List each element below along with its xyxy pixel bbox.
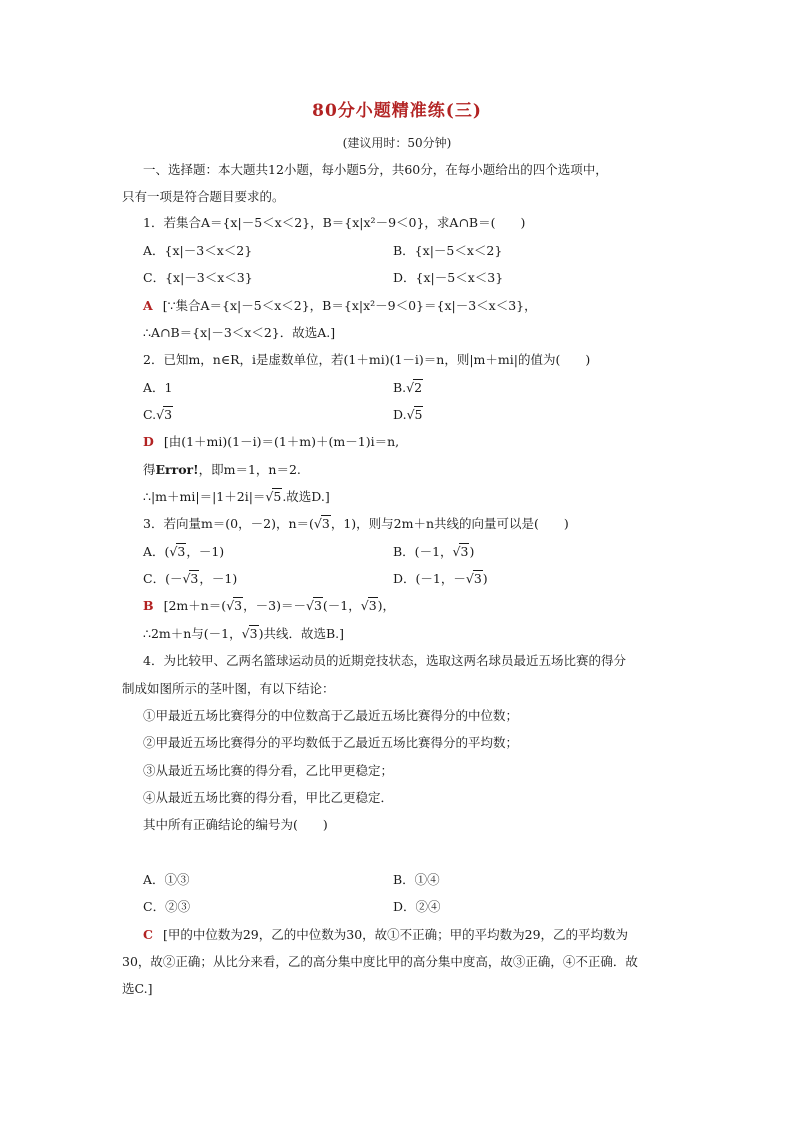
q4-answer-letter: C [143,927,153,942]
q4-conclusion-2: ②甲最近五场比赛得分的平均数低于乙最近五场比赛得分的平均数； [143,735,519,750]
q2-option-b-label: B. [393,380,407,395]
section-intro-line2: 只有一项是符合题目要求的。 [122,189,285,204]
q1-solution-line2: ∴A∩B＝{x|－3＜x＜2}．故选A.] [143,325,336,340]
q3-option-b-radicand: 3 [460,544,469,559]
q3-option-c-prefix: C．(－ [143,571,183,586]
q2-option-d: D.√5 [393,407,423,422]
q3-solution-line1: B [2m＋n＝(√3，－3)＝－√3(－1，√3)， [143,598,396,613]
q2-option-b-radicand: 2 [414,380,423,395]
q3-stem: 3．若向量m＝(0，－2)，n＝(√3，1)，则与2m＋n共线的向量可以是( ) [143,516,569,531]
q2-solution-line3-prefix: ∴|m＋mi|＝|1＋2i|＝ [143,489,266,504]
q3-stem-prefix: 3．若向量m＝(0，－2)，n＝( [143,516,314,531]
q3-option-d-radicand: 3 [473,571,482,586]
q2-solution-line3-suffix: .故选D.] [282,489,330,504]
q4-option-c: C．②③ [143,899,191,914]
q1-option-d: D．{x|－5＜x＜3} [393,270,504,285]
q2-error-placeholder: Error! [155,462,199,477]
q2-option-b: B.√2 [393,380,423,395]
q2-solution-line2-suffix: ，即m＝1，n＝2. [198,462,301,477]
q1-stem: 1．若集合A＝{x|－5＜x＜2}，B＝{x|x²－9＜0}，求A∩B＝( ) [143,215,526,230]
q3-option-a: A．(√3，－1) [143,544,225,559]
section-intro-line1: 一、选择题：本大题共12小题，每小题5分，共60分，在每小题给出的四个选项中， [143,162,608,177]
q4-stem-line2: 制成如图所示的茎叶图，有以下结论： [122,681,335,696]
q2-solution-line3: ∴|m＋mi|＝|1＋2i|＝√5.故选D.] [143,489,330,504]
q3-solution-line2-radicand: 3 [249,626,258,641]
page-title: 80分小题精准练(三) [312,101,482,121]
q1-solution-text1: [∵集合A＝{x|－5＜x＜2}，B＝{x|x²－9＜0}＝{x|－3＜x＜3}， [162,298,537,313]
q3-option-a-prefix: A．( [143,544,170,559]
q2-option-c-radicand: 3 [164,407,173,422]
q1-answer-letter: A [143,298,153,313]
q4-solution-line3: 选C.] [122,981,153,996]
q2-option-d-label: D. [393,407,407,422]
q3-option-d-prefix: D．(－1，－ [393,571,466,586]
q3-option-b-prefix: B．(－1， [393,544,453,559]
q3-option-c: C．(－√3，－1) [143,571,238,586]
q3-stem-radicand: 3 [321,516,330,531]
page-subtitle: (建议用时：50分钟) [342,136,452,150]
q1-option-a: A．{x|－3＜x＜2} [143,243,253,258]
q4-question: 其中所有正确结论的编号为( ) [143,817,328,832]
q1-solution-line1 [143,297,537,315]
q3-solution-radicand-1: 3 [234,598,243,613]
q2-option-c: C.√3 [143,407,173,422]
q3-solution-part-d: )， [377,598,396,613]
q3-option-c-radicand: 3 [190,571,199,586]
q3-solution-part-b: ，－3)＝－ [243,598,306,613]
q4-conclusion-1: ①甲最近五场比赛得分的中位数高于乙最近五场比赛得分的中位数； [143,708,519,723]
q3-solution-line2-suffix: )共线．故选B.] [258,626,344,641]
q4-conclusion-3: ③从最近五场比赛的得分看，乙比甲更稳定； [143,763,394,778]
q1-option-c: C．{x|－3＜x＜3} [143,270,253,285]
q4-option-d: D．②④ [393,899,441,914]
q2-stem: 2．已知m，n∈R，i是虚数单位，若(1＋mi)(1－i)＝n，则|m＋mi|的值为( ) [143,352,591,367]
q4-option-a: A．①③ [143,872,190,887]
q4-stem-line1: 4．为比较甲、乙两名篮球运动员的近期竞技状态，选取这两名球员最近五场比赛的得分 [143,653,626,668]
q2-option-d-radicand: 5 [414,407,423,422]
q4-conclusion-4: ④从最近五场比赛的得分看，甲比乙更稳定． [143,790,394,805]
q2-solution-text1: [由(1＋mi)(1－i)＝(1＋m)＋(m－1)i＝n, [163,434,400,449]
q4-solution-line1 [143,926,628,944]
q3-solution-line2-prefix: ∴2m＋n与(－1， [143,626,242,641]
q2-solution-line2 [143,461,301,479]
q2-answer-letter: D [143,434,154,449]
q4-solution-text1: [甲的中位数为29，乙的中位数为30，故①不正确；甲的平均数为29，乙的平均数为 [162,927,629,942]
q2-solution-line1 [143,433,399,451]
q3-option-d: D．(－1，－√3) [393,571,488,586]
q2-solution-line2-prefix: 得 [143,462,156,477]
q2-option-c-label: C. [143,407,157,422]
q1-option-b: B．{x|－5＜x＜2} [393,243,503,258]
q3-solution-radicand-2: 3 [313,598,322,613]
q3-stem-suffix: ，1)，则与2m＋n共线的向量可以是( ) [330,516,569,531]
q3-solution-part-a: [2m＋n＝( [163,598,227,613]
q2-solution-radicand: 5 [273,489,282,504]
q3-option-c-suffix: ，－1) [199,571,238,586]
q3-option-b: B．(－1，√3) [393,544,475,559]
q3-option-d-suffix: ) [482,571,488,586]
q3-solution-line2: ∴2m＋n与(－1，√3)共线．故选B.] [143,626,344,641]
q3-option-a-suffix: ，－1) [186,544,225,559]
q4-option-b: B．①④ [393,872,440,887]
q2-option-a: A．1 [143,380,173,395]
q3-solution-radicand-3: 3 [368,598,377,613]
q3-option-a-radicand: 3 [177,544,186,559]
q3-solution-part-c: (－1， [322,598,361,613]
q4-solution-line2: 30，故②正确；从比分来看，乙的高分集中度比甲的高分集中度高，故③正确，④不正确．故 [122,954,638,969]
q3-option-b-suffix: ) [469,544,475,559]
q3-answer-letter: B [143,598,154,613]
